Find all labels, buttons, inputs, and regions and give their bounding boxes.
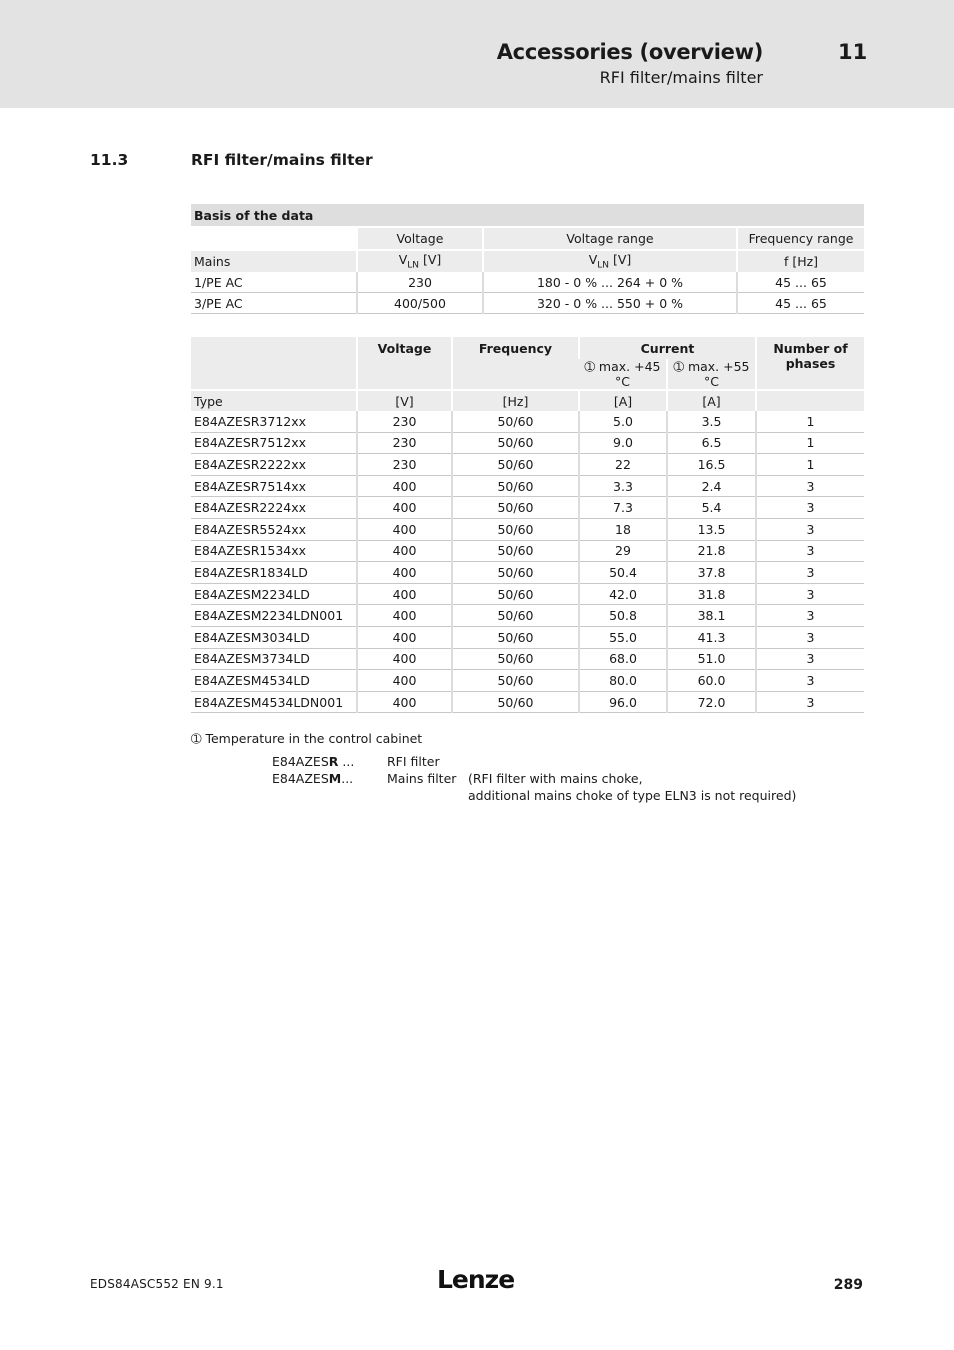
filter-cell-current-55: 5.4 xyxy=(667,497,756,519)
basis-table xyxy=(191,204,864,314)
filter-cell-current-55: 13.5 xyxy=(667,518,756,540)
filter-cell-type: E84AZESR1534xx xyxy=(191,540,357,562)
filter-header-current-45: ➀ max. +45 °C xyxy=(579,359,667,390)
filter-cell-current-45: 55.0 xyxy=(579,626,667,648)
chapter-title: Accessories (overview) xyxy=(496,40,763,64)
legend-m-note-2: additional mains choke of type ELN3 is not required) xyxy=(468,788,797,803)
footer-doc-code: EDS84ASC552 EN 9.1 xyxy=(90,1277,224,1291)
table-row xyxy=(191,540,864,562)
filter-cell-frequency: 50/60 xyxy=(452,626,579,648)
filter-cell-frequency: 50/60 xyxy=(452,583,579,605)
table-row xyxy=(191,562,864,584)
filter-unit-current-55: [A] xyxy=(667,390,756,411)
filter-cell-current-45: 9.0 xyxy=(579,432,667,454)
filter-cell-type: E84AZESR2222xx xyxy=(191,454,357,476)
filter-cell-current-45: 42.0 xyxy=(579,583,667,605)
filter-cell-voltage: 400 xyxy=(357,648,452,670)
filter-cell-phases: 1 xyxy=(756,432,864,454)
filter-cell-phases: 3 xyxy=(756,518,864,540)
filter-cell-current-55: 21.8 xyxy=(667,540,756,562)
filter-unit-voltage: [V] xyxy=(357,390,452,411)
filter-cell-type: E84AZESR5524xx xyxy=(191,518,357,540)
basis-table-header-row xyxy=(191,227,864,250)
chapter-number: 11 xyxy=(838,40,868,64)
filter-cell-phases: 3 xyxy=(756,670,864,692)
filter-unit-phases xyxy=(756,390,864,411)
filter-cell-current-45: 96.0 xyxy=(579,691,667,713)
filter-cell-voltage: 230 xyxy=(357,411,452,432)
table-row xyxy=(191,272,864,293)
basis-table-title: Basis of the data xyxy=(191,204,864,227)
filter-cell-voltage: 400 xyxy=(357,497,452,519)
table-row xyxy=(191,605,864,627)
basis-cell-voltage: 230 xyxy=(357,272,483,293)
filter-cell-frequency: 50/60 xyxy=(452,454,579,476)
filter-unit-row xyxy=(191,390,864,411)
filter-cell-phases: 3 xyxy=(756,475,864,497)
filter-cell-type: E84AZESM3734LD xyxy=(191,648,357,670)
filter-cell-current-45: 50.4 xyxy=(579,562,667,584)
filter-cell-phases: 3 xyxy=(756,562,864,584)
section-title: RFI filter/mains filter xyxy=(191,151,373,169)
filter-cell-current-55: 51.0 xyxy=(667,648,756,670)
filter-cell-current-45: 68.0 xyxy=(579,648,667,670)
filter-cell-current-55: 38.1 xyxy=(667,605,756,627)
table-row xyxy=(191,691,864,713)
filter-cell-type: E84AZESR2224xx xyxy=(191,497,357,519)
filter-cell-current-45: 22 xyxy=(579,454,667,476)
filter-cell-voltage: 400 xyxy=(357,626,452,648)
table-row xyxy=(191,293,864,314)
filter-header-phases: Number of phases xyxy=(756,337,864,390)
basis-header-blank xyxy=(191,227,357,250)
legend-m-desc: Mains filter xyxy=(387,771,457,786)
basis-cell-freq: 45 ... 65 xyxy=(737,293,864,314)
filter-cell-phases: 1 xyxy=(756,411,864,432)
table-row xyxy=(191,497,864,519)
table-row xyxy=(191,454,864,476)
table-row xyxy=(191,648,864,670)
filter-cell-frequency: 50/60 xyxy=(452,518,579,540)
filter-unit-frequency: [Hz] xyxy=(452,390,579,411)
table-row xyxy=(191,475,864,497)
filter-cell-current-45: 29 xyxy=(579,540,667,562)
filter-cell-voltage: 230 xyxy=(357,432,452,454)
filter-cell-voltage: 400 xyxy=(357,475,452,497)
filter-header-type-blank xyxy=(191,337,357,390)
filter-header-current-55: ➀ max. +55 °C xyxy=(667,359,756,390)
legend-r-code: E84AZESR ... xyxy=(272,754,355,769)
filter-cell-phases: 3 xyxy=(756,626,864,648)
filter-cell-frequency: 50/60 xyxy=(452,411,579,432)
filter-cell-current-55: 31.8 xyxy=(667,583,756,605)
basis-row-label-mains: Mains xyxy=(191,250,357,272)
filter-header-frequency: Frequency xyxy=(452,337,579,390)
filter-cell-current-45: 3.3 xyxy=(579,475,667,497)
filter-header-voltage: Voltage xyxy=(357,337,452,390)
filter-cell-voltage: 230 xyxy=(357,454,452,476)
filter-cell-current-45: 18 xyxy=(579,518,667,540)
filter-cell-current-45: 5.0 xyxy=(579,411,667,432)
footnote: ➀ Temperature in the control cabinet xyxy=(191,731,423,746)
basis-unit-frequency: f [Hz] xyxy=(737,250,864,272)
filter-table xyxy=(191,337,864,713)
filter-cell-current-55: 60.0 xyxy=(667,670,756,692)
filter-cell-frequency: 50/60 xyxy=(452,432,579,454)
filter-cell-frequency: 50/60 xyxy=(452,475,579,497)
filter-cell-current-45: 50.8 xyxy=(579,605,667,627)
filter-cell-phases: 3 xyxy=(756,497,864,519)
table-row xyxy=(191,583,864,605)
filter-cell-type: E84AZESR3712xx xyxy=(191,411,357,432)
legend-m-code: E84AZESM... xyxy=(272,771,354,786)
filter-cell-voltage: 400 xyxy=(357,605,452,627)
filter-cell-voltage: 400 xyxy=(357,670,452,692)
filter-cell-current-55: 72.0 xyxy=(667,691,756,713)
table-row xyxy=(191,411,864,432)
filter-header-current: Current xyxy=(579,337,756,359)
basis-table-unit-row xyxy=(191,250,864,272)
filter-cell-frequency: 50/60 xyxy=(452,540,579,562)
filter-cell-type: E84AZESR1834LD xyxy=(191,562,357,584)
basis-table-title-row xyxy=(191,204,864,227)
filter-cell-voltage: 400 xyxy=(357,540,452,562)
filter-cell-type: E84AZESM4534LD xyxy=(191,670,357,692)
filter-cell-phases: 1 xyxy=(756,454,864,476)
filter-cell-frequency: 50/60 xyxy=(452,648,579,670)
filter-cell-voltage: 400 xyxy=(357,518,452,540)
lenze-logo-text: Lenze xyxy=(437,1266,515,1294)
basis-cell-label: 1/PE AC xyxy=(191,272,357,293)
table-row xyxy=(191,432,864,454)
filter-cell-frequency: 50/60 xyxy=(452,605,579,627)
filter-cell-type: E84AZESM3034LD xyxy=(191,626,357,648)
header-band xyxy=(0,0,954,108)
basis-unit-range: $V_{LN}$ [V] xyxy=(483,250,737,272)
filter-cell-frequency: 50/60 xyxy=(452,691,579,713)
filter-cell-frequency: 50/60 xyxy=(452,670,579,692)
basis-header-range: Voltage range xyxy=(483,227,737,250)
filter-cell-current-45: 7.3 xyxy=(579,497,667,519)
filter-cell-voltage: 400 xyxy=(357,583,452,605)
filter-cell-type: E84AZESM2234LD xyxy=(191,583,357,605)
filter-cell-phases: 3 xyxy=(756,540,864,562)
basis-cell-range: 320 - 0 % ... 550 + 0 % xyxy=(483,293,737,314)
basis-header-frequency: Frequency range xyxy=(737,227,864,250)
basis-header-voltage: Voltage xyxy=(357,227,483,250)
legend-m-note-1: (RFI filter with mains choke, xyxy=(468,771,643,786)
table-row xyxy=(191,670,864,692)
basis-cell-range: 180 - 0 % ... 264 + 0 % xyxy=(483,272,737,293)
filter-cell-type: E84AZESM2234LDN001 xyxy=(191,605,357,627)
filter-cell-current-55: 16.5 xyxy=(667,454,756,476)
filter-cell-frequency: 50/60 xyxy=(452,497,579,519)
filter-cell-current-55: 41.3 xyxy=(667,626,756,648)
table-row xyxy=(191,518,864,540)
filter-cell-type: E84AZESR7512xx xyxy=(191,432,357,454)
filter-cell-frequency: 50/60 xyxy=(452,562,579,584)
legend-r-desc: RFI filter xyxy=(387,754,440,769)
filter-cell-current-45: 80.0 xyxy=(579,670,667,692)
filter-cell-phases: 3 xyxy=(756,605,864,627)
filter-cell-current-55: 3.5 xyxy=(667,411,756,432)
basis-unit-voltage: $V_{LN}$ [V] xyxy=(357,250,483,272)
basis-cell-label: 3/PE AC xyxy=(191,293,357,314)
table-row xyxy=(191,626,864,648)
filter-cell-type: E84AZESM4534LDN001 xyxy=(191,691,357,713)
filter-header-type: Type xyxy=(191,390,357,411)
filter-header-row xyxy=(191,337,864,359)
page-number: 289 xyxy=(833,1277,863,1293)
filter-cell-phases: 3 xyxy=(756,648,864,670)
section-number: 11.3 xyxy=(90,151,129,169)
filter-unit-current-45: [A] xyxy=(579,390,667,411)
basis-cell-freq: 45 ... 65 xyxy=(737,272,864,293)
basis-cell-voltage: 400/500 xyxy=(357,293,483,314)
filter-cell-phases: 3 xyxy=(756,583,864,605)
filter-cell-voltage: 400 xyxy=(357,691,452,713)
filter-cell-current-55: 2.4 xyxy=(667,475,756,497)
filter-cell-current-55: 37.8 xyxy=(667,562,756,584)
filter-cell-current-55: 6.5 xyxy=(667,432,756,454)
chapter-subtitle: RFI filter/mains filter xyxy=(599,68,763,87)
filter-cell-type: E84AZESR7514xx xyxy=(191,475,357,497)
filter-cell-voltage: 400 xyxy=(357,562,452,584)
lenze-logo xyxy=(437,1266,515,1298)
filter-cell-phases: 3 xyxy=(756,691,864,713)
